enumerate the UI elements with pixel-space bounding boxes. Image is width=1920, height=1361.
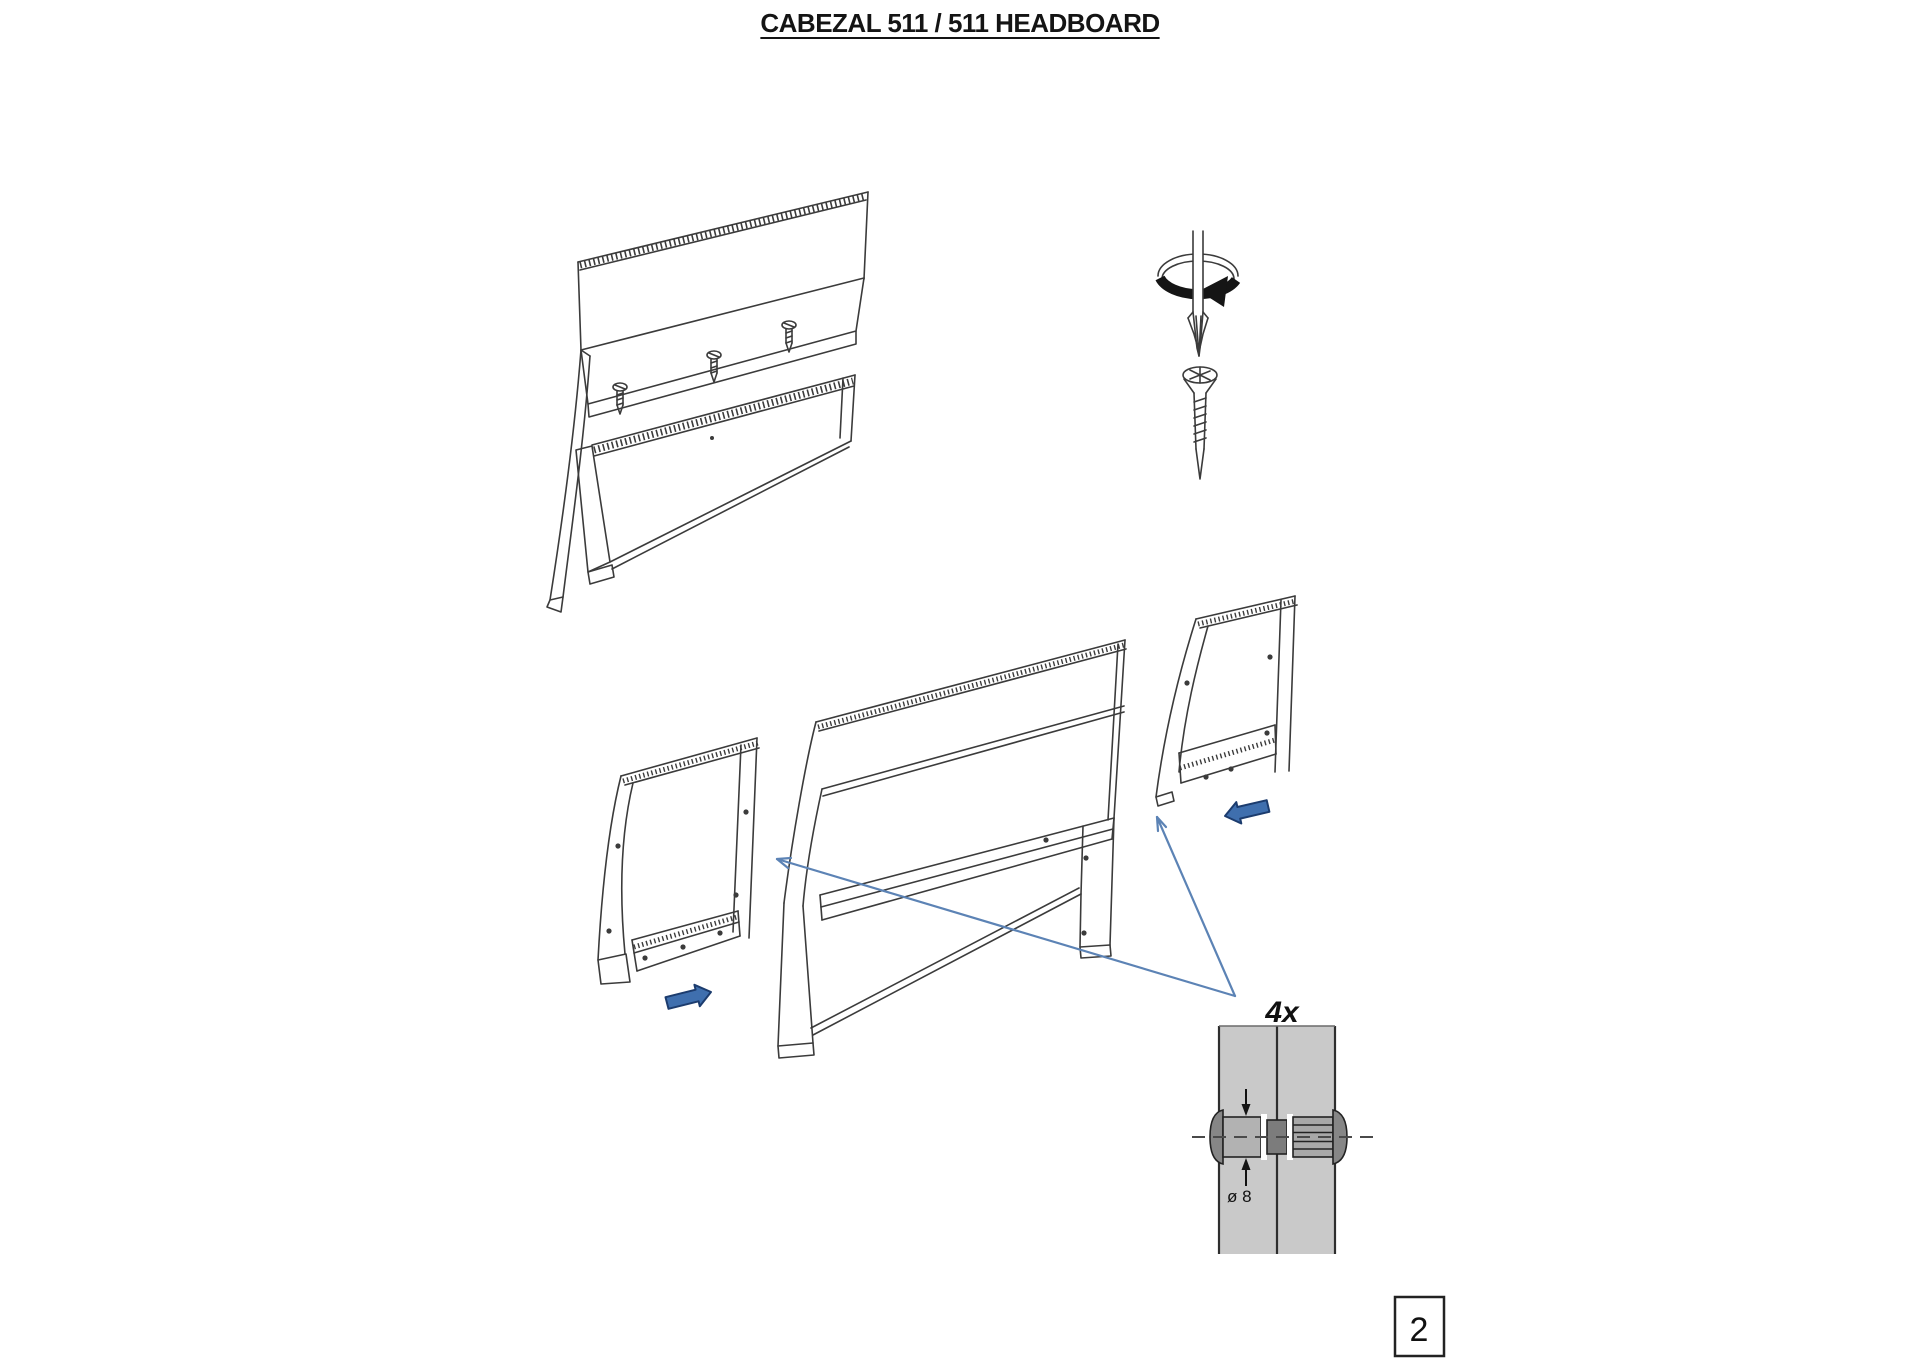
screw-icon-large [1183,367,1217,479]
quantity-label: 4x [1265,996,1299,1029]
screwdriver-icon [1158,231,1238,356]
page-title: CABEZAL 511 / 511 HEADBOARD [760,8,1160,38]
page-number-box [1395,1297,1444,1356]
left-side-panel-diagram [598,738,759,984]
right-side-panel-diagram [1156,596,1297,806]
diameter-label: ø 8 [1227,1187,1252,1206]
insert-arrow-right-panel [1225,800,1269,823]
screw-icon [707,351,721,382]
dowel-cross-section-diagram [1192,996,1378,1254]
insert-arrow-left-panel [666,985,712,1009]
dowel-pointer-lines [777,817,1235,996]
top-rail-diagram [547,192,868,612]
page-number: 2 [1409,1311,1429,1349]
center-headboard-diagram [778,640,1126,1058]
